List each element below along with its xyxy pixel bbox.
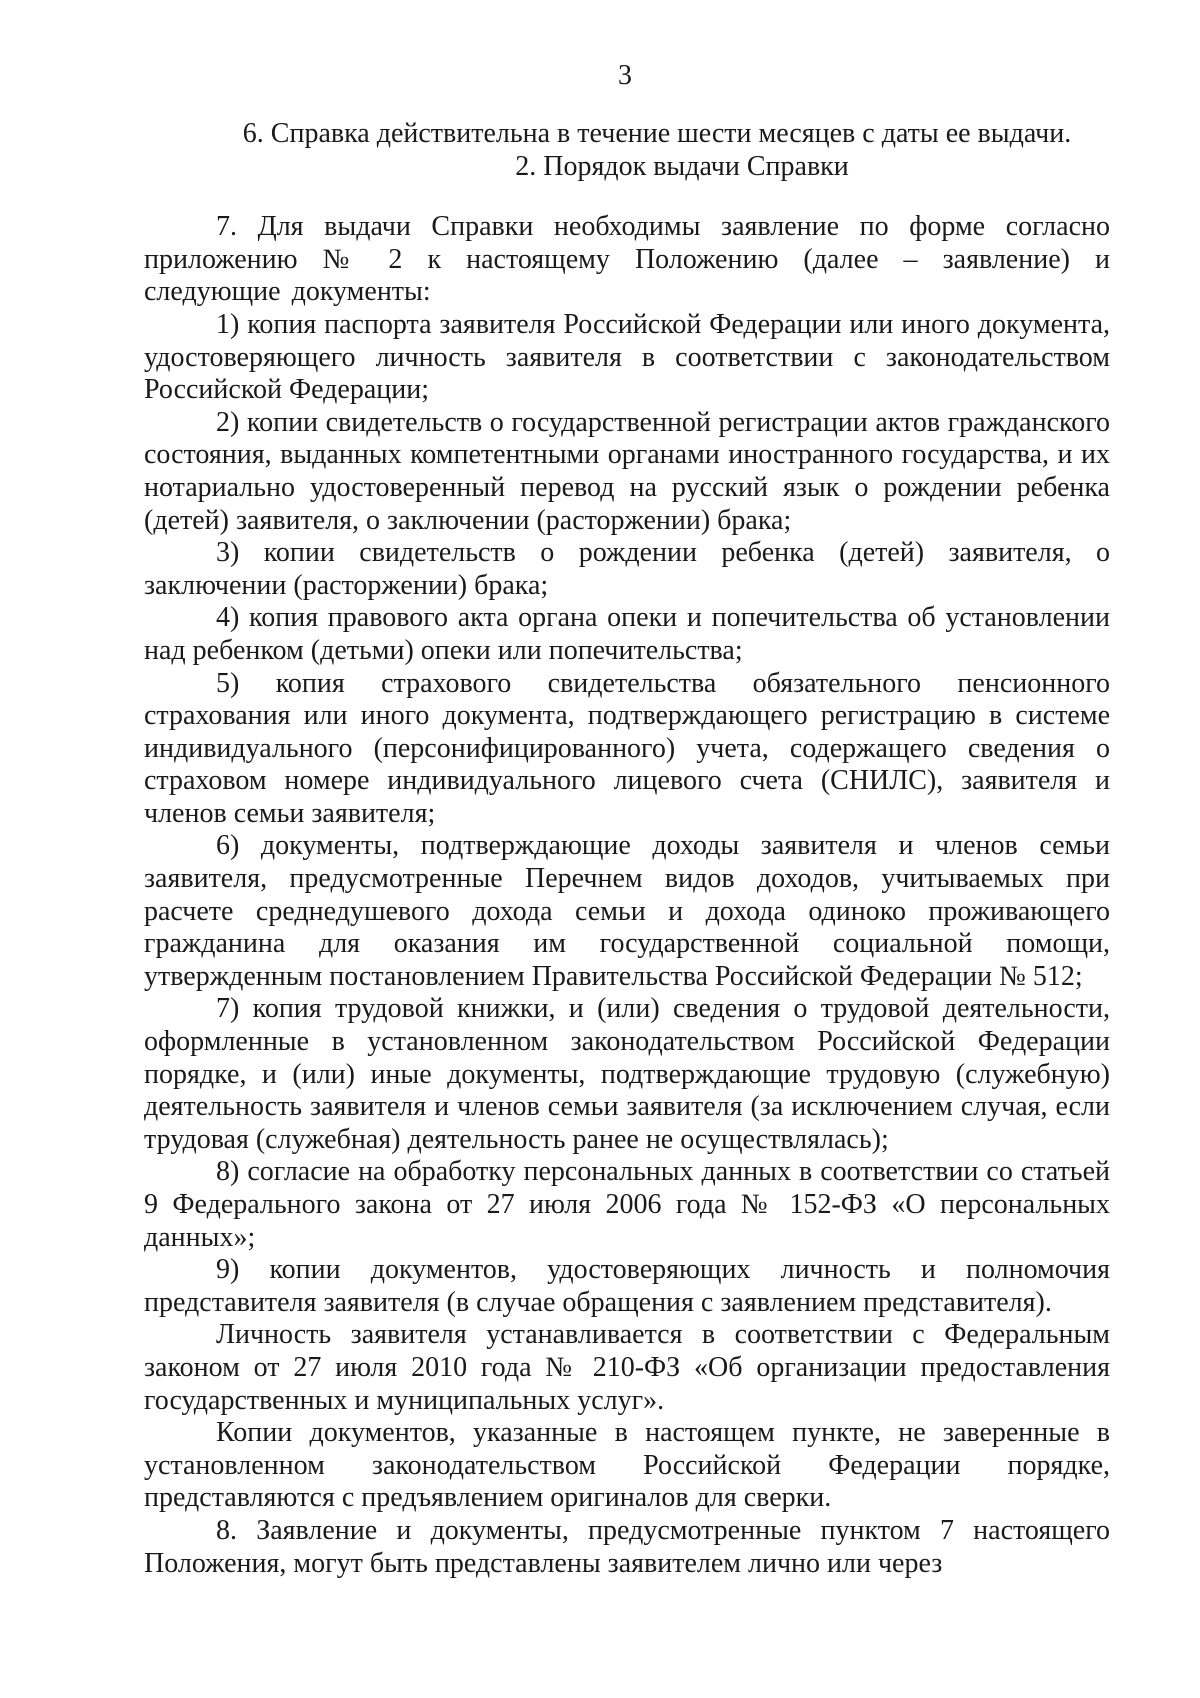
document-body <box>144 118 1110 1580</box>
section-title: 2. Порядок выдачи Справки <box>515 150 849 182</box>
list-item-2: 2) копии свидетельств о государственной регистрации актов гражданского состояния, выданных компетентными органами иностранного государства, и их нотариально удостоверенный перевод на русский язык о рождении ребенка (детей) заявителя, о заключении (расторжении) брака; <box>144 406 1110 536</box>
list-item-9: 9) копии документов, удостоверяющих личность и полномочия представителя заявителя (в случае обращения с заявлением представителя). <box>144 1254 1110 1318</box>
paragraph-item-7: 7. Для выдачи Справки необходимы заявление по форме согласно приложению № 2 к настоящему Положению (далее – заявление) и следующие документы: <box>144 211 1110 308</box>
list-item-1: 1) копия паспорта заявителя Российской Федерации или иного документа, удостоверяющего личность заявителя в соответствии с законодательством Российской Федерации; <box>144 308 1110 406</box>
page-number: 3 <box>618 60 632 91</box>
section-gap <box>144 183 1110 211</box>
list-item-3: 3) копии свидетельств о рождении ребенка (детей) заявителя, о заключении (расторжении) брака; <box>144 537 1110 601</box>
paragraph-item-8: 8. Заявление и документы, предусмотренные пунктом 7 настоящего Положения, могут быть представлены заявителем лично или через <box>144 1514 1110 1579</box>
validity-sentence: 6. Справка действительна в течение шести месяцев с даты ее выдачи. <box>242 118 1072 149</box>
list-item-6: 6) документы, подтверждающие доходы заявителя и членов семьи заявителя, предусмотренные Перечнем видов доходов, учитываемых при расчете среднедушевого дохода семьи и дохода одиноко проживающего гражданина для оказания им государственной социальной помощи, утвержденным постановлением Правительства Российской Федерации № 512; <box>144 830 1110 992</box>
list-item-8: 8) согласие на обработку персональных данных в соответствии со статьей 9 Федерального закона от 27 июля 2006 года № 152-ФЗ «О персональных данных»; <box>144 1156 1110 1253</box>
list-item-4: 4) копия правового акта органа опеки и попечительства об установлении над ребенком (детьми) опеки или попечительства; <box>144 602 1110 666</box>
copies-paragraph: Копии документов, указанные в настоящем пункте, не заверенные в установленном законодательством Российской Федерации порядке, представляются с предъявлением оригиналов для сверки. <box>144 1417 1110 1514</box>
identity-paragraph: Личность заявителя устанавливается в соответствии с Федеральным законом от 27 июля 2010 года № 210-ФЗ «Об организации предоставления государственных и муниципальных услуг». <box>144 1319 1110 1416</box>
list-item-5: 5) копия страхового свидетельства обязательного пенсионного страхования или иного документа, подтверждающего регистрацию в системе индивидуального (персонифицированного) учета, содержащего сведения о страховом номере индивидуального лицевого счета (СНИЛС), заявителя и членов семьи заявителя; <box>144 667 1110 829</box>
list-item-7: 7) копия трудовой книжки, и (или) сведения о трудовой деятельности, оформленные в установленном законодательством Российской Федерации порядке, и (или) иные документы, подтверждающие трудовую (служебную) деятельность заявителя и членов семьи заявителя (за исключением случая, если трудовая (служебная) деятельность ранее не осуществлялась); <box>144 993 1110 1155</box>
